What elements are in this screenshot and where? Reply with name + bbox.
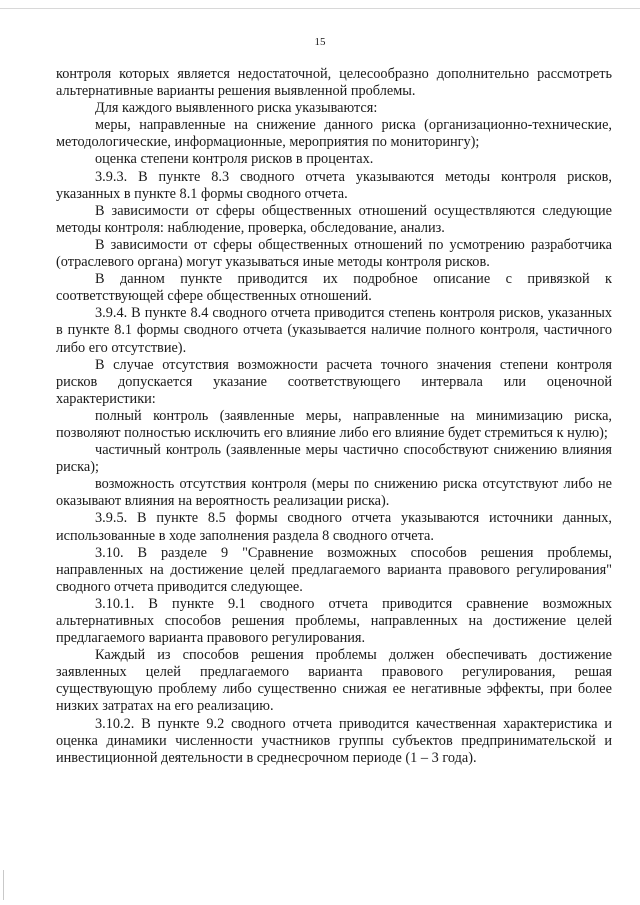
paragraph: частичный контроль (заявленные меры частично способствуют снижению влияния риска); [56, 442, 612, 476]
paragraph: 3.9.3. В пункте 8.3 сводного отчета указываются методы контроля рисков, указанных в пункте 8.1 формы сводного отчета. [56, 168, 612, 202]
paragraph: контроля которых является недостаточной, целесообразно дополнительно рассмотреть альтернативные варианты решения выявленной проблемы. [56, 66, 612, 100]
paragraph: 3.10.1. В пункте 9.1 сводного отчета приводится сравнение возможных альтернативных способов решения проблемы, направленных на достижение целей предлагаемого варианта правового регулирования. [56, 595, 612, 647]
paragraph: 3.9.5. В пункте 8.5 формы сводного отчета указываются источники данных, использованные в ходе заполнения раздела 8 сводного отчета. [56, 510, 612, 544]
paragraph: В данном пункте приводится их подробное описание с привязкой к соответствующей сфере общественных отношений. [56, 271, 612, 305]
paragraph: 3.9.4. В пункте 8.4 сводного отчета приводится степень контроля рисков, указанных в пункте 8.1 формы сводного отчета (указывается наличие полного контроля, частичного либо его отсутствие). [56, 305, 612, 356]
paragraph: В зависимости от сферы общественных отношений осуществляются следующие методы контроля: наблюдение, проверка, обследование, анализ. [56, 202, 612, 236]
paragraph: меры, направленные на снижение данного риска (организационно-технические, методологические, информационные, мероприятия по мониторингу); [56, 117, 612, 151]
scan-top-edge [0, 8, 640, 9]
paragraph: В случае отсутствия возможности расчета точного значения степени контроля рисков допускается указание соответствующего интервала или оценочной характеристики: [56, 356, 612, 407]
paragraph: Каждый из способов решения проблемы должен обеспечивать достижение заявленных целей предлагаемого варианта правового регулирования, решая существующую проблему либо существенно снижая ее негативные эффекты, при более низких затратах на его реализацию. [56, 647, 612, 715]
document-body [56, 66, 612, 767]
paragraph: Для каждого выявленного риска указываются: [95, 100, 378, 117]
paragraph: полный контроль (заявленные меры, направленные на минимизацию риска, позволяют полностью исключить его влияние либо его влияние будет стремиться к нулю); [56, 407, 612, 441]
paragraph: 3.10. В разделе 9 "Сравнение возможных способов решения проблемы, направленных на достижение целей предлагаемого варианта правового регулирования" сводного отчета приводится следующее. [56, 544, 612, 595]
scan-left-edge [3, 870, 4, 900]
page-number: 15 [314, 36, 326, 48]
paragraph: 3.10.2. В пункте 9.2 сводного отчета приводится качественная характеристика и оценка динамики численности участников группы субъектов предпринимательской и инвестиционной деятельности в среднесрочном периоде (1 – 3 года). [56, 715, 612, 766]
paragraph: В зависимости от сферы общественных отношений по усмотрению разработчика (отраслевого органа) могут указываться иные методы контроля рисков. [56, 236, 612, 271]
paragraph: оценка степени контроля рисков в процентах. [95, 151, 374, 168]
paragraph: возможность отсутствия контроля (меры по снижению риска отсутствуют либо не оказывают влияния на вероятность реализации риска). [56, 476, 612, 510]
